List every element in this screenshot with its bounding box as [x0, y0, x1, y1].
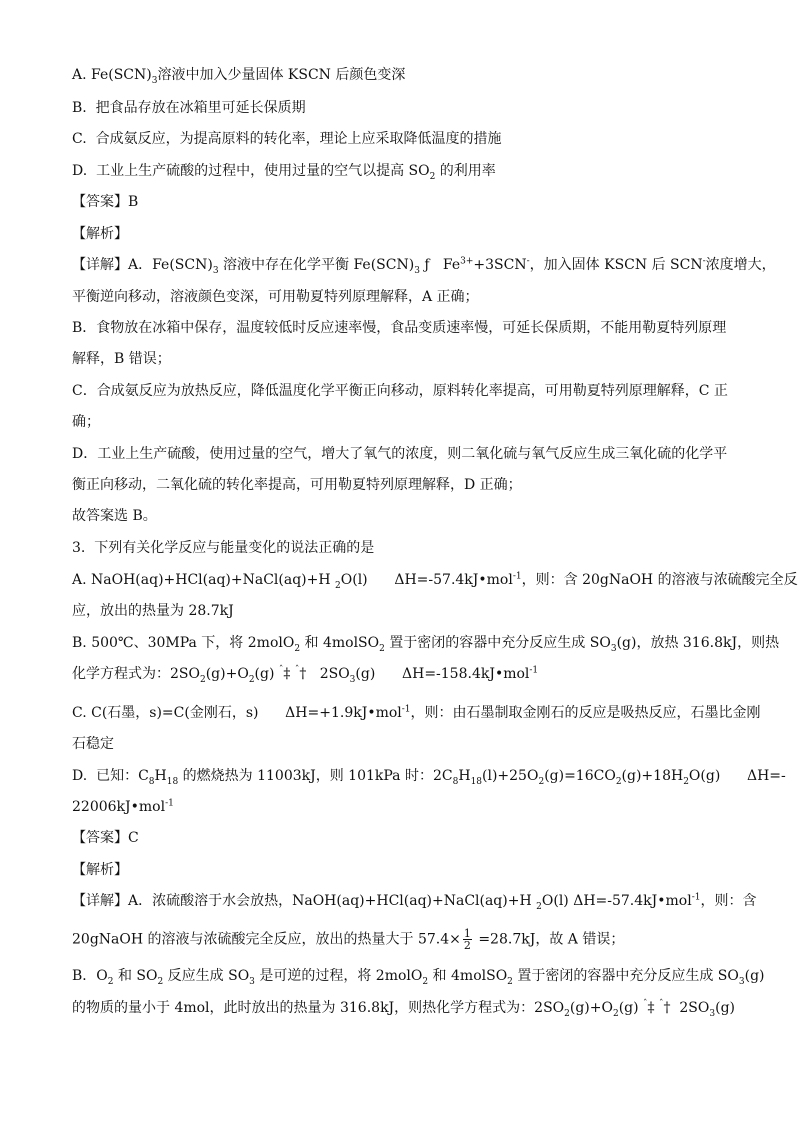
q3-option-c-line: C. C(石墨，s)=C(金刚石，s) ΔH=+1.9kJ•mol$^{-1}$，则：由石墨制取金刚石的反应是吸热反应，石墨比金刚	[72, 704, 761, 721]
q3-option-c-line: 石稳定	[72, 736, 114, 752]
q3-answer-label: 【答案】C	[72, 830, 139, 846]
conclusion-line: 故答案选 B。	[72, 508, 157, 524]
option-c-line: C. 合成氨反应，为提高原料的转化率，理论上应采取降低温度的措施	[72, 131, 502, 147]
analysis-label: 【解析】	[72, 226, 128, 242]
q3-explanation-line: B．$O_2$ 和 $SO_2$ 反应生成 $SO_3$ 是可逆的过程，将 2molO$_2$ 和 4molSO$_2$ 置于密闭的容器中充分反应生成 $SO_3(g)$	[72, 968, 765, 987]
q3-option-d-line: 22006kJ•mol$^{-1}$	[72, 798, 174, 815]
explanation-line: 衡正向移动，二氧化硫的转化率提高，可用勒夏特列原理解释，D 正确；	[72, 477, 522, 493]
explanation-line: D．工业上生产硫酸，使用过量的空气，增大了氧气的浓度，则二氧化硫与氧气反应生成三氧化硫的化学平	[72, 446, 728, 462]
answer-label: 【答案】B	[72, 194, 139, 210]
explanation-line: C．合成氨反应为放热反应，降低温度化学平衡正向移动，原料转化率提高，可用勒夏特列原理解释，C 正	[72, 383, 728, 399]
q3-analysis-label: 【解析】	[72, 862, 128, 878]
explanation-line: 确；	[72, 414, 100, 430]
q3-explanation-line: 【详解】A．浓硫酸溶于水会放热，NaOH(aq)+HCl(aq)+NaCl(aq)+H $_2$O(l) ΔH=-57.4kJ•mol$^{-1}$，则：含	[72, 892, 757, 912]
q3-option-b-line: B. 500℃、30MPa 下，将 2molO$_2$ 和 4molSO$_2$ 置于密闭的容器中充分反应生成 $SO_3(g)$，放热 316.8kJ，则热	[72, 635, 780, 654]
explanation-line: 解释，B 错误；	[72, 351, 171, 367]
q3-option-d-line: D. 已知：$C_8H_{18}$ 的燃烧热为 11003kJ，则 101kPa 时：$2C_8H_{18}(l)+25O_2(g)=16CO_2(g)+18H_2O(g)$ ΔH=-	[72, 768, 786, 787]
q3-option-b-line: 化学方程式为：$2SO_2(g)+O_2(g)$ $^ˆ$‡ $^ˆ$† $2SO_3(g)$ ΔH=-158.4kJ•mol$^{-1}$	[72, 665, 539, 685]
q3-option-a-line: A. NaOH(aq)+HCl(aq)+NaCl(aq)+H $_2$O(l) ΔH=-57.4kJ•mol$^{-1}$，则：含 20gNaOH 的溶液与浓硫酸完全反	[72, 571, 798, 591]
q3-explanation-line: 20gNaOH 的溶液与浓硫酸完全反应，放出的热量大于 57.4× $\frac{1}{2}$ =28.7kJ，故 A 错误；	[72, 927, 625, 952]
question-3-stem: 3. 下列有关化学反应与能量变化的说法正确的是	[72, 540, 375, 556]
option-d-line: D. 工业上生产硫酸的过程中，使用过量的空气以提高 $SO_2$ 的利用率	[72, 163, 496, 182]
explanation-line: 平衡逆向移动，溶液颜色变深，可用勒夏特列原理解释，A 正确；	[72, 289, 479, 305]
q3-explanation-line: 的物质的量小于 4mol，此时放出的热量为 316.8kJ，则热化学方程式为：$2SO_2(g)+O_2(g)$ $^ˆ$‡ $^ˆ$† $2SO_3(g)$	[72, 999, 736, 1019]
option-a-line: A. $Fe(SCN)_3$溶液中加入少量固体 KSCN 后颜色变深	[72, 67, 406, 86]
explanation-line: B．食物放在冰箱中保存，温度较低时反应速率慢，食品变质速率慢，可延长保质期，不能用勒夏特列原理	[72, 320, 727, 336]
option-b-line: B. 把食品存放在冰箱里可延长保质期	[72, 100, 306, 116]
q3-option-a-line: 应，放出的热量为 28.7kJ	[72, 603, 234, 619]
explanation-line: 【详解】A．$Fe(SCN)_3$ 溶液中存在化学平衡 $Fe(SCN)_3$ ƒ $Fe^{3+}+3SCN^-$，加入固体 KSCN 后 SCN-浓度增大，	[72, 256, 776, 276]
